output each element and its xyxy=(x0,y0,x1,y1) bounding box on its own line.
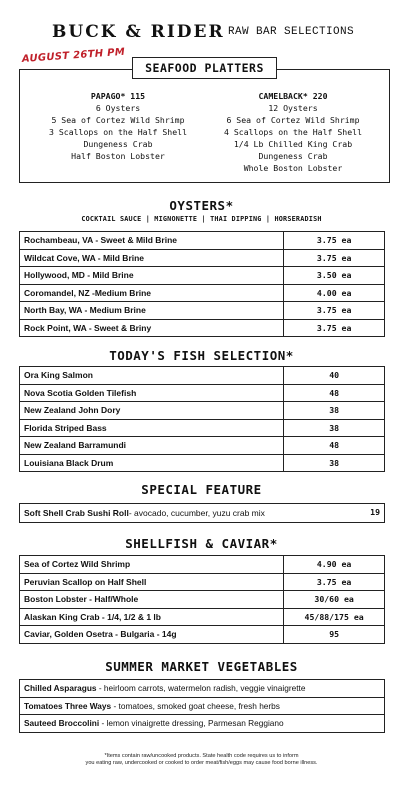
item-price: 30/60 ea xyxy=(284,591,385,609)
shellfish-table xyxy=(19,555,385,644)
item-price: 95 xyxy=(284,626,385,644)
item-description: - lemon vinaigrette dressing, Parmesan Reggiano xyxy=(99,718,284,729)
item-name: Florida Striped Bass xyxy=(20,419,284,437)
vegetables-title: SUMMER MARKET VEGETABLES xyxy=(105,659,298,674)
seafood-platters-box xyxy=(19,69,390,183)
item-name: Coromandel, NZ -Medium Brine xyxy=(20,284,284,302)
table-row xyxy=(20,232,385,250)
oyster-sauces: COCKTAIL SAUCE | MIGNONETTE | THAI DIPPING | HORSERADISH xyxy=(81,215,322,223)
table-row xyxy=(20,402,385,420)
item-name: Alaskan King Crab - 1/4, 1/2 & 1 lb xyxy=(20,608,284,626)
platters-title-box xyxy=(132,57,277,79)
vegetable-item xyxy=(20,715,385,733)
platter-line: Half Boston Lobster xyxy=(71,151,165,161)
item-description: - tomatoes, smoked goat cheese, fresh herbs xyxy=(111,700,280,711)
item-description: - heirloom carrots, watermelon radish, veggie vinaigrette xyxy=(96,683,306,694)
table-row xyxy=(20,249,385,267)
item-price: 45/88/175 ea xyxy=(284,608,385,626)
item-name: Caviar, Golden Osetra - Bulgaria - 14g xyxy=(20,626,284,644)
item-name: Chilled Asparagus xyxy=(24,683,97,694)
item-price: 40 xyxy=(284,367,385,385)
platter-camelback xyxy=(208,90,378,174)
platter-line: 6 Oysters xyxy=(95,103,141,113)
item-price: 3.75 ea xyxy=(284,302,385,320)
menu-subtitle: RAW BAR SELECTIONS xyxy=(228,26,355,38)
item-price: 38 xyxy=(284,454,385,472)
platter-papago xyxy=(33,90,203,162)
item-name: Wildcat Cove, WA - Mild Brine xyxy=(20,249,284,267)
platter-line: Dungeness Crab xyxy=(258,151,328,161)
table-row xyxy=(20,608,385,626)
fish-table xyxy=(19,366,385,472)
item-name: Tomatoes Three Ways xyxy=(24,700,112,711)
item-price: 3.50 ea xyxy=(284,267,385,285)
platter-line: 3 Scallops on the Half Shell xyxy=(48,127,188,137)
item-name: North Bay, WA - Medium Brine xyxy=(20,302,284,320)
footnote-line: you eating raw, undercooked or cooked to order meat/fish/eggs may cause food borne illness. xyxy=(85,760,318,766)
item-price: 48 xyxy=(284,384,385,402)
item-price: 3.75 ea xyxy=(284,573,385,591)
oysters-table xyxy=(19,231,385,337)
platter-line: 5 Sea of Cortez Wild Shrimp xyxy=(51,115,185,125)
item-name: Sea of Cortez Wild Shrimp xyxy=(20,556,284,574)
table-row xyxy=(20,437,385,455)
platter-name: CAMELBACK* 220 xyxy=(258,91,328,101)
platter-name: PAPAGO* 115 xyxy=(90,91,146,101)
item-name: Hollywood, MD - Mild Brine xyxy=(20,267,284,285)
item-price: 48 xyxy=(284,437,385,455)
table-row xyxy=(20,626,385,644)
table-row xyxy=(20,267,385,285)
item-name: New Zealand Barramundi xyxy=(20,437,284,455)
platter-line: 6 Sea of Cortez Wild Shrimp xyxy=(226,115,360,125)
table-row xyxy=(20,680,385,698)
header xyxy=(0,22,403,44)
item-price: 38 xyxy=(284,419,385,437)
table-row xyxy=(20,384,385,402)
item-name: Sauteed Broccolini xyxy=(24,718,100,729)
item-name: Rochambeau, VA - Sweet & Mild Brine xyxy=(20,232,284,250)
shellfish-title: SHELLFISH & CAVIAR* xyxy=(125,536,278,551)
platter-line: Dungeness Crab xyxy=(83,139,153,149)
table-row xyxy=(20,556,385,574)
item-description: - avocado, cucumber, yuzu crab mix xyxy=(128,508,265,518)
item-name: Nova Scotia Golden Tilefish xyxy=(20,384,284,402)
platter-line: 12 Oysters xyxy=(268,103,318,113)
item-price: 3.75 ea xyxy=(284,232,385,250)
item-price: 19 xyxy=(370,507,380,517)
item-name: Boston Lobster - Half/Whole xyxy=(20,591,284,609)
item-name: Soft Shell Crab Sushi Roll xyxy=(24,508,129,518)
item-price: 4.00 ea xyxy=(284,284,385,302)
table-row xyxy=(20,302,385,320)
table-row xyxy=(20,284,385,302)
item-name: Peruvian Scallop on Half Shell xyxy=(20,573,284,591)
platter-line: 4 Scallops on the Half Shell xyxy=(223,127,363,137)
brand-logo: BUCK & RIDER xyxy=(52,22,225,42)
table-row xyxy=(20,367,385,385)
table-row xyxy=(20,591,385,609)
platter-line: 1/4 Lb Chilled King Crab xyxy=(233,139,353,149)
table-row xyxy=(20,319,385,337)
oysters-title: OYSTERS* xyxy=(169,198,234,213)
health-code-footnote xyxy=(0,753,403,767)
vegetable-item xyxy=(20,697,385,715)
table-row xyxy=(20,419,385,437)
footnote-line: *Items contain raw/uncooked products. State health code requires us to inform xyxy=(104,753,299,759)
platter-line: Whole Boston Lobster xyxy=(243,163,343,173)
table-row xyxy=(20,697,385,715)
special-title: SPECIAL FEATURE xyxy=(141,482,262,497)
item-name: New Zealand John Dory xyxy=(20,402,284,420)
item-price: 4.90 ea xyxy=(284,556,385,574)
fish-title: TODAY'S FISH SELECTION* xyxy=(109,348,294,363)
table-row xyxy=(20,715,385,733)
date-note: AUGUST 26TH PM xyxy=(21,46,126,65)
item-price: 3.75 ea xyxy=(284,249,385,267)
item-price: 38 xyxy=(284,402,385,420)
item-name: Louisiana Black Drum xyxy=(20,454,284,472)
special-feature-row xyxy=(19,503,385,523)
vegetables-table xyxy=(19,679,385,733)
item-name: Rock Point, WA - Sweet & Briny xyxy=(20,319,284,337)
table-row xyxy=(20,454,385,472)
item-price: 3.75 ea xyxy=(284,319,385,337)
section-title: SEAFOOD PLATTERS xyxy=(145,61,264,75)
vegetable-item xyxy=(20,680,385,698)
table-row xyxy=(20,573,385,591)
item-name: Ora King Salmon xyxy=(20,367,284,385)
